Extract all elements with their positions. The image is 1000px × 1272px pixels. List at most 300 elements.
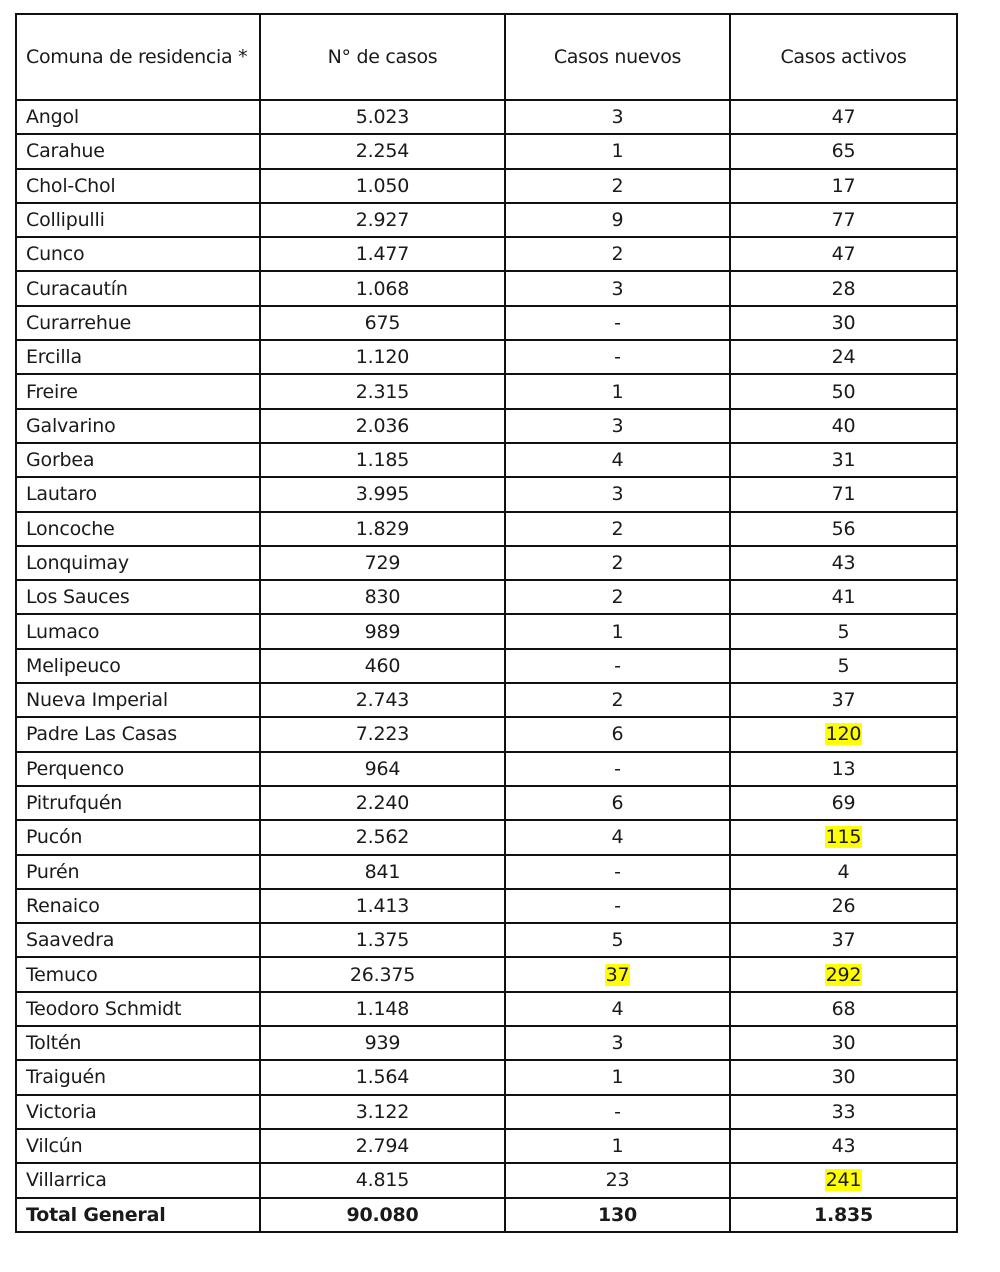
cell-nuevos [505, 134, 730, 168]
cell-casos [260, 546, 505, 580]
header-casos: N° de casos [260, 14, 505, 100]
cell-activos-highlighted-value: 120 [825, 723, 862, 746]
cell-casos-value: 2.240 [355, 792, 410, 815]
cell-activos [730, 752, 957, 786]
cell-comuna-value: Curacautín [26, 277, 128, 300]
cell-nuevos-value: 6 [611, 723, 624, 746]
cell-activos [730, 1163, 957, 1197]
cell-nuevos [505, 1060, 730, 1094]
cell-nuevos [505, 237, 730, 271]
cell-casos [260, 100, 505, 134]
cell-nuevos-value: - [614, 894, 621, 917]
cell-activos [730, 374, 957, 408]
cell-comuna-value: Victoria [26, 1100, 97, 1123]
cell-nuevos [505, 752, 730, 786]
cell-nuevos-value: 4 [611, 997, 624, 1020]
cell-nuevos-value: 3 [611, 483, 624, 506]
cell-nuevos-value: 1 [611, 380, 624, 403]
cell-activos [730, 820, 957, 854]
cell-activos-value: 43 [831, 552, 856, 574]
cell-comuna-value: Chol-Chol [26, 174, 116, 197]
cell-nuevos [505, 786, 730, 820]
cell-nuevos [505, 546, 730, 580]
cell-casos [260, 752, 505, 786]
cell-nuevos-value: 3 [611, 106, 624, 129]
cell-nuevos [505, 957, 730, 991]
table-row [16, 683, 957, 717]
cell-nuevos [505, 100, 730, 134]
cell-comuna-value: Ercilla [26, 346, 82, 369]
table-row [16, 992, 957, 1026]
cell-nuevos [505, 203, 730, 237]
table-row [16, 786, 957, 820]
cell-comuna-value: Los Sauces [26, 586, 130, 609]
table-row [16, 1129, 957, 1163]
cell-casos-value: 1.413 [355, 894, 410, 917]
cell-comuna [16, 1026, 260, 1060]
cell-nuevos [505, 992, 730, 1026]
cell-casos-value: 2.315 [355, 380, 410, 403]
cell-activos-value: 43 [831, 1135, 856, 1158]
cell-activos [730, 512, 957, 546]
cell-activos-value: 50 [831, 380, 856, 403]
cell-activos [730, 855, 957, 889]
cell-nuevos-value: - [614, 346, 621, 369]
total-casos: 90.080 [260, 1198, 505, 1232]
cell-nuevos [505, 855, 730, 889]
cell-casos-value: 1.564 [355, 1066, 410, 1089]
cell-comuna [16, 134, 260, 168]
cell-nuevos-value: 2 [611, 689, 624, 712]
cell-comuna-value: Villarrica [26, 1169, 107, 1192]
table-row [16, 855, 957, 889]
table-row [16, 546, 957, 580]
cell-casos-value: 2.254 [355, 140, 410, 163]
cell-comuna-value: Curarrehue [26, 311, 132, 334]
table-row [16, 614, 957, 648]
cell-activos [730, 957, 957, 991]
cell-comuna [16, 717, 260, 751]
table-row [16, 271, 957, 305]
cell-nuevos-value: 2 [611, 517, 624, 540]
cell-activos [730, 614, 957, 648]
cell-activos-value: 47 [831, 106, 856, 129]
cell-casos-value: 3.122 [355, 1100, 410, 1123]
cell-activos [730, 1095, 957, 1129]
cell-nuevos-value: - [614, 860, 621, 883]
table-row [16, 443, 957, 477]
cell-nuevos-value: 4 [611, 826, 624, 849]
cell-casos [260, 923, 505, 957]
cell-nuevos [505, 169, 730, 203]
cell-casos-value: 675 [364, 311, 401, 334]
cell-casos-value: 7.223 [355, 723, 410, 746]
header-activos: Casos activos [730, 14, 957, 100]
cell-casos [260, 374, 505, 408]
cell-casos [260, 786, 505, 820]
table-row [16, 923, 957, 957]
cell-nuevos [505, 614, 730, 648]
table-row [16, 340, 957, 374]
cell-nuevos-value: 5 [611, 929, 624, 952]
cell-comuna [16, 614, 260, 648]
cell-activos-value: 71 [831, 483, 856, 506]
cell-comuna-value: Traiguén [26, 1066, 106, 1089]
cell-casos [260, 820, 505, 854]
cell-casos-value: 989 [364, 620, 401, 643]
cell-activos-value: 13 [831, 757, 856, 780]
cell-casos-value: 1.148 [355, 997, 410, 1020]
cell-activos-value: 37 [831, 929, 856, 952]
cell-nuevos [505, 1129, 730, 1163]
cell-activos [730, 649, 957, 683]
cell-activos [730, 477, 957, 511]
cell-casos-value: 5.023 [355, 106, 410, 129]
cell-nuevos [505, 717, 730, 751]
cell-comuna-value: Freire [26, 380, 78, 403]
cell-comuna [16, 820, 260, 854]
cell-casos-value: 460 [364, 654, 401, 677]
cell-activos [730, 409, 957, 443]
cell-nuevos [505, 649, 730, 683]
cell-nuevos [505, 820, 730, 854]
total-activos: 1.835 [730, 1198, 957, 1232]
cell-activos [730, 306, 957, 340]
cell-casos [260, 992, 505, 1026]
cell-nuevos-value: 1 [611, 140, 624, 163]
cell-comuna-value: Pitrufquén [26, 792, 123, 815]
cell-comuna-value: Lumaco [26, 620, 100, 643]
cell-comuna-value: Lautaro [26, 483, 97, 506]
table-row [16, 889, 957, 923]
cell-comuna [16, 512, 260, 546]
cell-nuevos [505, 374, 730, 408]
table-row [16, 1026, 957, 1060]
cell-nuevos [505, 923, 730, 957]
header-nuevos: Casos nuevos [505, 14, 730, 100]
cell-activos [730, 992, 957, 1026]
cell-comuna-value: Loncoche [26, 517, 115, 540]
cell-comuna [16, 992, 260, 1026]
cell-comuna-value: Padre Las Casas [26, 723, 177, 746]
cell-activos-value: 26 [831, 894, 856, 917]
cell-casos-value: 729 [364, 552, 401, 574]
cell-nuevos-value: 3 [611, 414, 624, 437]
table-row [16, 100, 957, 134]
cell-activos-value: 41 [831, 586, 856, 609]
cell-casos-value: 2.036 [355, 414, 410, 437]
cell-casos-value: 1.068 [355, 277, 410, 300]
cell-nuevos-value: 1 [611, 620, 624, 643]
cell-activos-value: 37 [831, 689, 856, 712]
cell-nuevos-value: 23 [605, 1169, 630, 1192]
cell-nuevos [505, 477, 730, 511]
cell-comuna [16, 1129, 260, 1163]
cell-nuevos-value: 9 [611, 209, 624, 232]
cell-casos [260, 1060, 505, 1094]
cell-activos [730, 546, 957, 580]
cell-activos [730, 271, 957, 305]
cell-casos-value: 26.375 [349, 963, 416, 986]
cell-nuevos-value: 2 [611, 174, 624, 197]
cell-activos [730, 1060, 957, 1094]
cell-comuna [16, 237, 260, 271]
cell-comuna-value: Cunco [26, 243, 85, 266]
cell-nuevos-value: 2 [611, 243, 624, 266]
cell-comuna-value: Melipeuco [26, 654, 121, 677]
cases-table-container [15, 13, 958, 1233]
cell-comuna [16, 546, 260, 580]
table-body [16, 100, 957, 1198]
cell-casos [260, 855, 505, 889]
cell-activos-value: 17 [831, 174, 856, 197]
total-row [16, 1198, 957, 1232]
cell-activos [730, 580, 957, 614]
cell-nuevos [505, 580, 730, 614]
cell-comuna [16, 1060, 260, 1094]
cell-activos-value: 40 [831, 414, 856, 437]
cell-nuevos-value: 6 [611, 792, 624, 815]
cell-casos-value: 2.794 [355, 1135, 410, 1158]
cell-casos-value: 841 [364, 860, 401, 883]
cell-nuevos-value: 3 [611, 277, 624, 300]
cell-comuna-value: Gorbea [26, 449, 95, 472]
table-row [16, 1163, 957, 1197]
cell-comuna-value: Carahue [26, 140, 105, 163]
cell-casos-value: 1.185 [355, 449, 410, 472]
cell-casos [260, 1026, 505, 1060]
cell-comuna [16, 923, 260, 957]
cell-comuna [16, 409, 260, 443]
cases-by-commune-table [15, 13, 958, 1233]
cell-casos-value: 830 [364, 586, 401, 609]
cell-casos-value: 939 [364, 1032, 401, 1055]
total-label: Total General [16, 1198, 260, 1232]
cell-casos-value: 2.927 [355, 209, 410, 232]
table-row [16, 477, 957, 511]
cell-activos-value: 31 [831, 449, 856, 472]
table-row [16, 374, 957, 408]
cell-nuevos [505, 1095, 730, 1129]
cell-casos [260, 512, 505, 546]
cell-comuna-value: Angol [26, 106, 80, 129]
cell-comuna [16, 957, 260, 991]
cell-activos [730, 1129, 957, 1163]
cell-casos [260, 683, 505, 717]
cell-activos [730, 889, 957, 923]
table-row [16, 820, 957, 854]
cell-comuna [16, 1095, 260, 1129]
cell-activos-highlighted-value: 115 [825, 826, 862, 849]
cell-activos [730, 237, 957, 271]
cell-activos [730, 134, 957, 168]
table-row [16, 957, 957, 991]
cell-casos-value: 3.995 [355, 483, 410, 506]
cell-nuevos [505, 512, 730, 546]
cell-activos-value: 68 [831, 997, 856, 1020]
cell-comuna-value: Vilcún [26, 1135, 83, 1158]
cell-nuevos [505, 409, 730, 443]
table-row [16, 203, 957, 237]
table-row [16, 580, 957, 614]
cell-nuevos-value: - [614, 654, 621, 677]
cell-activos [730, 169, 957, 203]
cell-casos [260, 649, 505, 683]
cell-activos-highlighted-value: 241 [825, 1169, 862, 1192]
cell-comuna-value: Nueva Imperial [26, 689, 168, 712]
cell-casos [260, 340, 505, 374]
cell-comuna [16, 889, 260, 923]
cell-nuevos [505, 1163, 730, 1197]
cell-casos [260, 237, 505, 271]
cell-activos-value: 69 [831, 792, 856, 815]
cell-casos [260, 203, 505, 237]
cell-comuna [16, 271, 260, 305]
cell-casos [260, 134, 505, 168]
cell-nuevos-value: 2 [611, 586, 624, 609]
cell-casos-value: 1.050 [355, 174, 410, 197]
cell-nuevos [505, 340, 730, 374]
cell-activos [730, 340, 957, 374]
cell-comuna [16, 855, 260, 889]
cell-nuevos-value: - [614, 1100, 621, 1123]
header-comuna: Comuna de residencia * [16, 14, 260, 100]
cell-casos [260, 477, 505, 511]
cell-comuna-value: Collipulli [26, 209, 105, 232]
cell-activos [730, 786, 957, 820]
cell-casos-value: 2.562 [355, 826, 410, 849]
cell-comuna [16, 374, 260, 408]
cell-nuevos [505, 683, 730, 717]
cell-casos [260, 1163, 505, 1197]
cell-comuna [16, 100, 260, 134]
table-row [16, 306, 957, 340]
cell-casos [260, 306, 505, 340]
cell-nuevos-value: 3 [611, 1032, 624, 1055]
cell-activos [730, 203, 957, 237]
cell-casos [260, 271, 505, 305]
cell-comuna-value: Teodoro Schmidt [26, 997, 182, 1020]
cell-activos [730, 100, 957, 134]
total-nuevos: 130 [505, 1198, 730, 1232]
cell-activos-value: 30 [831, 1066, 856, 1089]
cell-comuna-value: Galvarino [26, 414, 116, 437]
cell-casos-value: 1.120 [355, 346, 410, 369]
cell-casos [260, 443, 505, 477]
cell-casos-value: 1.375 [355, 929, 410, 952]
cell-nuevos [505, 271, 730, 305]
table-row [16, 512, 957, 546]
cell-comuna-value: Pucón [26, 826, 83, 849]
cell-nuevos [505, 1026, 730, 1060]
cell-casos-value: 1.477 [355, 243, 410, 266]
cell-comuna [16, 1163, 260, 1197]
table-row [16, 237, 957, 271]
table-row [16, 169, 957, 203]
cell-activos-value: 47 [831, 243, 856, 266]
cell-casos [260, 889, 505, 923]
cell-casos-value: 2.743 [355, 689, 410, 712]
cell-casos [260, 957, 505, 991]
cell-nuevos [505, 306, 730, 340]
cell-nuevos-value: 1 [611, 1066, 624, 1089]
cell-activos-highlighted-value: 292 [825, 963, 862, 986]
cell-nuevos [505, 443, 730, 477]
cell-activos-value: 65 [831, 140, 856, 163]
table-header-row [16, 14, 957, 100]
cell-comuna [16, 203, 260, 237]
cell-activos-value: 56 [831, 517, 856, 540]
cell-comuna [16, 580, 260, 614]
cell-casos-value: 964 [364, 757, 401, 780]
table-row [16, 717, 957, 751]
cell-activos [730, 923, 957, 957]
cell-comuna [16, 477, 260, 511]
cell-activos-value: 30 [831, 1032, 856, 1055]
cell-nuevos-value: 1 [611, 1135, 624, 1158]
cell-activos-value: 24 [831, 346, 856, 369]
cell-comuna [16, 443, 260, 477]
cell-casos [260, 409, 505, 443]
cell-activos-value: 77 [831, 209, 856, 232]
cell-activos-value: 4 [837, 860, 850, 883]
cell-comuna-value: Purén [26, 860, 80, 883]
table-row [16, 134, 957, 168]
cell-casos-value: 4.815 [355, 1169, 410, 1192]
cell-activos [730, 683, 957, 717]
cell-comuna-value: Lonquimay [26, 552, 129, 574]
cell-comuna [16, 649, 260, 683]
table-row [16, 752, 957, 786]
cell-nuevos [505, 889, 730, 923]
table-row [16, 409, 957, 443]
cell-comuna [16, 340, 260, 374]
cell-casos [260, 614, 505, 648]
cell-casos [260, 1095, 505, 1129]
cell-comuna [16, 752, 260, 786]
cell-casos [260, 169, 505, 203]
cell-activos-value: 30 [831, 311, 856, 334]
cell-activos [730, 1026, 957, 1060]
cell-activos-value: 5 [837, 654, 850, 677]
cell-activos-value: 28 [831, 277, 856, 300]
cell-activos-value: 33 [831, 1100, 856, 1123]
cell-nuevos-value: - [614, 311, 621, 334]
cell-comuna [16, 169, 260, 203]
cell-casos-value: 1.829 [355, 517, 410, 540]
cell-nuevos-value: 2 [611, 552, 624, 574]
cell-comuna-value: Temuco [26, 963, 98, 986]
cell-comuna [16, 683, 260, 717]
cell-nuevos-value: 4 [611, 449, 624, 472]
cell-casos [260, 580, 505, 614]
cell-activos [730, 443, 957, 477]
cell-activos-value: 5 [837, 620, 850, 643]
table-row [16, 1060, 957, 1094]
cell-casos [260, 1129, 505, 1163]
table-row [16, 649, 957, 683]
cell-comuna [16, 786, 260, 820]
table-row [16, 1095, 957, 1129]
cell-comuna-value: Renaico [26, 894, 100, 917]
cell-comuna-value: Saavedra [26, 929, 115, 952]
cell-comuna-value: Toltén [26, 1032, 82, 1055]
cell-activos [730, 717, 957, 751]
cell-casos [260, 717, 505, 751]
cell-nuevos-highlighted-value: 37 [605, 963, 630, 986]
cell-nuevos-value: - [614, 757, 621, 780]
cell-comuna [16, 306, 260, 340]
